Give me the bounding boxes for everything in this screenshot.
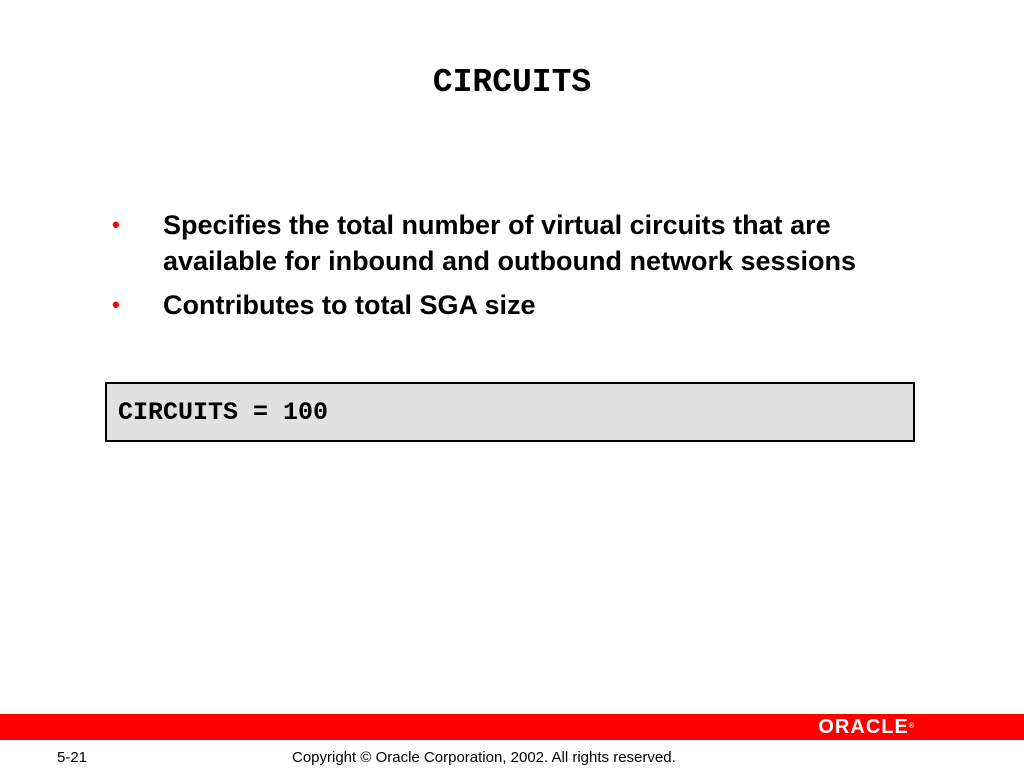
oracle-logo: [818, 717, 914, 737]
bullet-item: [112, 287, 902, 323]
slide-title: CIRCUITS: [432, 64, 592, 101]
bullet-icon: •: [112, 212, 120, 237]
bullet-text: Contributes to total SGA size: [163, 290, 536, 320]
code-example-box: [105, 382, 915, 442]
footer-bar: [0, 714, 1024, 740]
bullet-item: [112, 207, 902, 279]
copyright-notice: Copyright © Oracle Corporation, 2002. All rights reserved.: [292, 749, 676, 766]
page-number: 5-21: [57, 749, 88, 766]
code-example-text: CIRCUITS = 100: [118, 398, 329, 427]
oracle-logo-text: ORACLE: [818, 716, 909, 738]
bullet-text: Specifies the total number of virtual circuits that are available for inbound and outbound network sessions: [163, 210, 857, 276]
bullet-list: [112, 207, 902, 331]
bullet-icon: •: [112, 292, 120, 317]
registered-mark: ®: [908, 723, 914, 730]
